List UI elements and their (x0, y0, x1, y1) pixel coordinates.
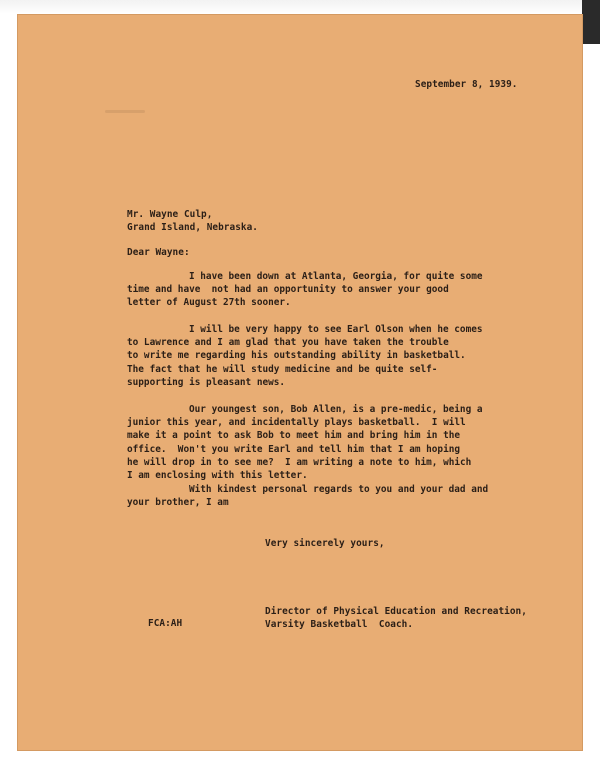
paragraph-line: office. Won't you write Earl and tell him that I am hoping (127, 443, 461, 455)
paragraph-line: I have been down at Atlanta, Georgia, for quite some (189, 271, 483, 282)
paragraph-line: The fact that he will study medicine and be quite self- (127, 363, 438, 375)
paragraph-line: With kindest personal regards to you and your dad and (189, 484, 489, 495)
paragraph-line: I am enclosing with this letter. (127, 470, 308, 482)
signer-title-line2: Varsity Basketball Coach. (265, 619, 414, 630)
paragraph-line: he will drop in to see me? I am writing a note to him, which (127, 456, 472, 468)
paragraph-line: to write me regarding his outstanding ability in basketball. (127, 350, 466, 362)
letter-date: September 8, 1939. (415, 79, 518, 90)
closing: Very sincerely yours, (265, 538, 385, 549)
paragraph-line: to Lawrence and I am glad that you have taken the trouble (127, 337, 449, 349)
paper-smudge (105, 110, 145, 113)
paragraph-line: letter of August 27th sooner. (127, 297, 291, 309)
paragraph-4 (127, 483, 488, 509)
paragraph-3 (127, 403, 483, 482)
paragraph-line: Our youngest son, Bob Allen, is a pre-medic, being a (189, 404, 483, 415)
signer-title-line1: Director of Physical Education and Recreation, (265, 606, 527, 617)
paragraph-line: junior this year, and incidentally plays basketball. I will (127, 417, 466, 429)
scan-top-edge (0, 0, 600, 14)
paragraph-line: your brother, I am (127, 497, 229, 509)
scan-corner-shadow (582, 0, 600, 44)
typist-initials: FCA:AH (148, 618, 183, 629)
paragraph-2 (127, 323, 483, 389)
letter-page (17, 14, 583, 751)
paragraph-line: make it a point to ask Bob to meet him and bring him in the (127, 430, 461, 442)
paragraph-1 (127, 270, 483, 310)
recipient-name: Mr. Wayne Culp, (127, 209, 213, 220)
recipient-address: Grand Island, Nebraska. (127, 222, 258, 233)
paragraph-line: time and have not had an opportunity to answer your good (127, 284, 449, 296)
salutation: Dear Wayne: (127, 247, 190, 258)
paragraph-line: supporting is pleasant news. (127, 376, 286, 388)
paragraph-line: I will be very happy to see Earl Olson when he comes (189, 324, 483, 335)
